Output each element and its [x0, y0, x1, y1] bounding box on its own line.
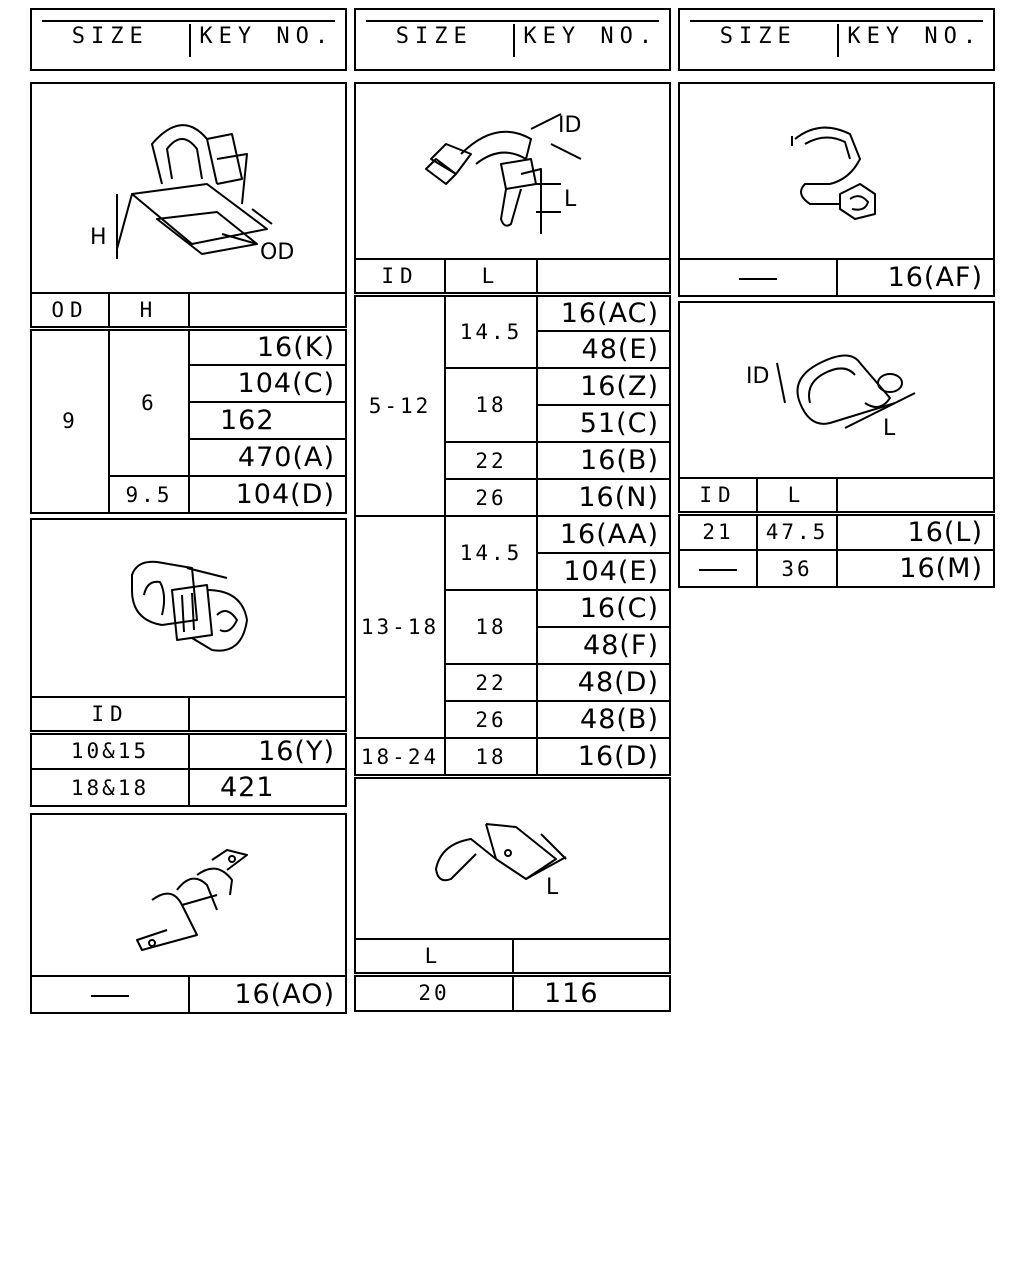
- l-cell: 14.5: [445, 294, 537, 368]
- panel-g-table: [30, 975, 347, 1014]
- l-column-header: L: [445, 259, 537, 294]
- panel-e-table: [30, 696, 347, 807]
- key-cell: 16(N): [537, 479, 670, 516]
- key-cell: 421: [189, 769, 346, 806]
- panel-d-table: [678, 477, 995, 588]
- key-cell: 16(M): [837, 550, 994, 587]
- p-clip-illustration: [680, 303, 993, 477]
- l-cell: 18: [445, 738, 537, 775]
- id-cell: 10&15: [31, 732, 189, 769]
- key-column-header: [837, 478, 994, 513]
- key-cell: 48(F): [537, 627, 670, 664]
- key-cell: 16(K): [189, 328, 346, 365]
- key-cell: 470(A): [189, 439, 346, 476]
- key-no-header-label: KEY NO.: [847, 24, 983, 49]
- size-key-header-3: [678, 8, 995, 71]
- key-cell: 16(Y): [189, 732, 346, 769]
- key-column-header: [189, 697, 346, 732]
- holder-illustration: [32, 815, 345, 975]
- not-applicable-dash: [699, 569, 737, 571]
- key-cell: 16(C): [537, 590, 670, 627]
- id-cell: 18-24: [355, 738, 445, 775]
- key-cell: 48(D): [537, 664, 670, 701]
- id-column-header: ID: [31, 697, 189, 732]
- size-cell: [679, 259, 837, 296]
- panel-e-illustration: [30, 518, 347, 698]
- l-cell: 26: [445, 479, 537, 516]
- key-cell: 104(D): [189, 476, 346, 513]
- l-cell: 14.5: [445, 516, 537, 590]
- h-column-header: H: [109, 293, 189, 328]
- key-cell: 104(C): [189, 365, 346, 402]
- panel-g-illustration: [30, 813, 347, 977]
- key-cell: 16(AO): [189, 976, 346, 1013]
- id-column-header: ID: [355, 259, 445, 294]
- key-no-header-label: KEY NO.: [523, 24, 659, 49]
- id-dimension-label: ID: [558, 113, 582, 138]
- size-header-label: SIZE: [719, 24, 797, 49]
- l-dimension-label: L: [546, 875, 559, 900]
- twin-clip-illustration: [32, 520, 345, 696]
- key-cell: 16(AA): [537, 516, 670, 553]
- key-no-header-label: KEY NO.: [199, 24, 335, 49]
- l-column-header: L: [355, 939, 513, 974]
- key-cell: 16(D): [537, 738, 670, 775]
- l-cell: 22: [445, 442, 537, 479]
- key-cell: 48(E): [537, 331, 670, 368]
- key-column-header: [189, 293, 346, 328]
- key-cell: 162: [189, 402, 346, 439]
- size-header-label: SIZE: [71, 24, 149, 49]
- key-column-header: [537, 259, 670, 294]
- l-dimension-label: L: [564, 187, 577, 212]
- key-cell: 48(B): [537, 701, 670, 738]
- key-cell: 16(B): [537, 442, 670, 479]
- key-cell: 16(AF): [837, 259, 994, 296]
- bracket-illustration: [356, 779, 669, 939]
- l-cell: 20: [355, 974, 513, 1011]
- id-cell: 13-18: [355, 516, 445, 738]
- key-cell: 16(Z): [537, 368, 670, 405]
- not-applicable-dash: [739, 278, 777, 280]
- l-dimension-label: L: [883, 416, 896, 441]
- push-clip-illustration: [32, 84, 345, 292]
- panel-a-illustration: [30, 82, 347, 294]
- id-cell: 5-12: [355, 294, 445, 516]
- id-cell: 18&18: [31, 769, 189, 806]
- od-column-header: OD: [31, 293, 109, 328]
- h-dimension-label: H: [90, 225, 107, 250]
- l-column-header: L: [757, 478, 837, 513]
- key-cell: 16(L): [837, 513, 994, 550]
- h-cell: 6: [109, 328, 189, 476]
- panel-f-table: [354, 938, 671, 1012]
- size-header-label: SIZE: [395, 24, 473, 49]
- panel-a-table: [30, 292, 347, 514]
- size-key-header-2: [354, 8, 671, 71]
- id-dimension-label: ID: [746, 364, 770, 389]
- double-clip-illustration: [680, 84, 993, 258]
- l-cell: 22: [445, 664, 537, 701]
- key-cell: 16(AC): [537, 294, 670, 331]
- h-cell: 9.5: [109, 476, 189, 513]
- od-cell: 9: [31, 328, 109, 513]
- panel-c-table: [678, 258, 995, 297]
- panel-b-table: [354, 258, 671, 776]
- key-cell: 51(C): [537, 405, 670, 442]
- panel-c-illustration: [678, 82, 995, 260]
- size-key-header-1: [30, 8, 347, 71]
- l-cell: 47.5: [757, 513, 837, 550]
- l-cell: 18: [445, 590, 537, 664]
- id-column-header: ID: [679, 478, 757, 513]
- l-cell: 36: [757, 550, 837, 587]
- key-column-header: [513, 939, 670, 974]
- id-cell: 21: [679, 513, 757, 550]
- not-applicable-dash: [91, 995, 129, 997]
- key-cell: 116: [513, 974, 670, 1011]
- l-cell: 26: [445, 701, 537, 738]
- od-dimension-label: OD: [260, 240, 295, 265]
- hose-clamp-illustration: [356, 84, 669, 258]
- key-cell: 104(E): [537, 553, 670, 590]
- panel-d-illustration: [678, 301, 995, 479]
- id-cell: [679, 550, 757, 587]
- panel-b-illustration: [354, 82, 671, 260]
- panel-f-illustration: [354, 777, 671, 941]
- l-cell: 18: [445, 368, 537, 442]
- size-cell: [31, 976, 189, 1013]
